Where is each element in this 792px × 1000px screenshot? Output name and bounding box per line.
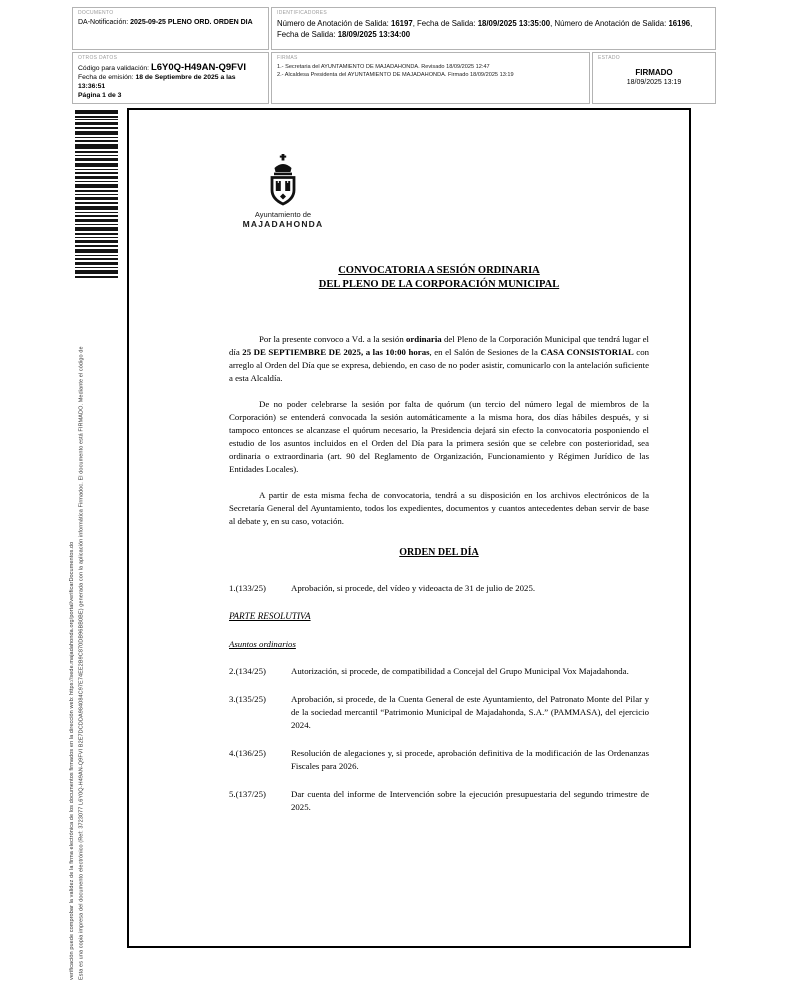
agenda-item-2 <box>229 665 649 678</box>
agenda-item-text: Aprobación, si procede, de la Cuenta General de este Ayuntamiento, del Patronato Monte del Pilar y de la sociedad mercantil “Patrimonio Municipal de Majadahonda, S.A.” (PAMMASA), del ejercicio 2024. <box>291 694 649 730</box>
orden-del-dia-heading <box>229 546 649 560</box>
agenda-item-text: Dar cuenta del informe de Intervención sobre la ejecución presupuestaria del segundo trimestre de 2025. <box>291 789 649 812</box>
documento-prefix: DA-Notificación: <box>78 19 131 26</box>
salida-date-2: 18/09/2025 13:34:00 <box>337 30 411 39</box>
disclaimer-line: verificación puede comprobar la validez de la firma electrónica de los documentos firmados en la dirección web: https://sede.majadahonda.org/portal/verificarDocumentos.do <box>69 541 75 980</box>
estado-label: ESTADO <box>598 55 620 61</box>
agenda-item-5 <box>229 788 649 814</box>
signature-line: 1.- Secretaria del AYUNTAMIENTO DE MAJADAHONDA. Revisado 18/09/2025 12:47 <box>277 64 490 70</box>
validation-code: L6Y0Q-H49AN-Q9FVI <box>150 62 246 73</box>
agenda-item-text: Resolución de alegaciones y, si procede, aprobación definitiva de la modificación de las Ordenanzas Fiscales para 2026. <box>291 748 649 771</box>
text-run: , en el Salón de Sesiones de la <box>429 347 541 357</box>
firmas-label: FIRMAS <box>277 55 298 61</box>
document-title-line1: CONVOCATORIA A SESIÓN ORDINARIA <box>338 265 540 276</box>
logo-text-line1: Ayuntamiento de <box>254 210 312 219</box>
paragraph-convocatoria <box>229 333 649 385</box>
agenda-item-3 <box>229 693 649 732</box>
logo-text-line2: MAJADAHONDA <box>242 219 324 229</box>
agenda-item-number: 4.(136/25) <box>229 748 266 758</box>
document-metadata-header <box>72 7 718 104</box>
identificadores-value <box>277 18 710 40</box>
orden-del-dia-heading-text: ORDEN DEL DÍA <box>399 547 479 558</box>
salida-number-1: 16197 <box>391 19 413 28</box>
paragraph-archivos: A partir de esta misma fecha de convocatoria, tendrá a su disposición en los archivos electrónicos de la Secretaría General del Ayuntamiento, todos los expedientes, documentos y cuantos antecedentes deban servir de base al debate y, en su caso, votación. <box>229 490 649 526</box>
status-datetime: 18/09/2025 13:19 <box>626 79 682 86</box>
otros-datos-cell <box>72 52 269 104</box>
signature-line: 2.- Alcaldesa Presidenta del AYUNTAMIENTO DE MAJADAHONDA. Firmado 18/09/2025 13:19 <box>277 72 514 78</box>
status-badge: FIRMADO <box>635 68 673 77</box>
barcode-icon <box>75 110 118 278</box>
session-datetime: 25 DE SEPTIEMBRE DE 2025, a las 10:00 horas <box>242 347 430 357</box>
salida-number-2: 16196 <box>668 19 691 28</box>
text-run: del Pleno de la Corporación Municipal que tendrá lugar el día <box>229 334 649 357</box>
agenda-item-number: 2.(134/25) <box>229 666 266 676</box>
emission-date-prefix: Fecha de emisión: <box>78 74 136 81</box>
firmas-cell <box>271 52 590 104</box>
session-type: ordinaria <box>406 334 442 344</box>
session-place: CASA CONSISTORIAL <box>540 347 634 357</box>
document-title <box>229 264 649 292</box>
ayuntamiento-logo <box>221 154 345 229</box>
agenda-item-text: Aprobación, si procede, del vídeo y videoacta de 31 de julio de 2025. <box>291 583 536 593</box>
text-run: con arreglo al Orden del Día que se expresa, debiendo, en caso de no poder asistir, comunicarlo con la antelación suficiente a esta Alcaldía. <box>229 347 650 383</box>
validation-code-prefix: Código para validación: <box>78 65 151 72</box>
agenda-item-1 <box>229 582 649 595</box>
barcode <box>75 110 118 278</box>
majadahonda-coat-of-arms-icon <box>263 154 303 206</box>
agenda-item-number: 1.(133/25) <box>229 583 266 593</box>
page-indicator: Página 1 de 3 <box>78 92 122 99</box>
identificadores-cell <box>271 7 716 50</box>
document-body <box>229 264 649 829</box>
text-run: Número de Anotación de Salida: <box>277 19 391 28</box>
agenda-item-4 <box>229 747 649 773</box>
disclaimer-line: Esta es una copia impresa del documento electrónico (Ref: 3723077 L6Y0Q-H49AN-Q9FVI B2E7DCDDA984084C97E74EE2B9C870DB96BB0BE) generada con la aplicación informática Firmadoc. El documento está FIRMADO. Mediante el código de <box>78 346 85 980</box>
documento-label: DOCUMENTO <box>78 10 114 16</box>
verification-disclaimer <box>61 285 87 980</box>
text-run: , Fecha de Salida: <box>412 19 478 28</box>
emission-date: 18 de Septiembre de 2025 a las 13:36:51 <box>78 74 236 90</box>
identificadores-label: IDENTIFICADORES <box>277 10 328 16</box>
section-heading-asuntos-ordinarios: Asuntos ordinarios <box>229 639 296 649</box>
text-run: , Número de Anotación de Salida: <box>550 19 669 28</box>
section-heading-parte-resolutiva: PARTE RESOLUTIVA <box>229 611 311 621</box>
otros-datos-label: OTROS DATOS <box>78 55 118 61</box>
emission-date-line <box>78 73 263 91</box>
agenda-item-number: 5.(137/25) <box>229 789 266 799</box>
agenda-item-text: Autorización, si procede, de compatibilidad a Concejal del Grupo Municipal Vox Majadahonda. <box>291 666 629 676</box>
documento-cell <box>72 7 269 50</box>
text-run: Por la presente convoco a Vd. a la sesión <box>259 334 406 344</box>
agenda-item-number: 3.(135/25) <box>229 694 266 704</box>
document-page-frame <box>127 108 691 948</box>
salida-date-1: 18/09/2025 13:35:00 <box>477 19 551 28</box>
documento-id: 2025-09-25 PLENO ORD. ORDEN DIA <box>130 19 253 26</box>
documento-value <box>78 18 263 28</box>
text-run: , Fecha de Salida: <box>277 19 693 39</box>
document-title-line2: DEL PLENO DE LA CORPORACIÓN MUNICIPAL <box>318 279 560 290</box>
validation-code-line <box>78 63 263 73</box>
estado-cell <box>592 52 716 104</box>
paragraph-quorum: De no poder celebrarse la sesión por falta de quórum (un tercio del número legal de miembros de la Corporación) se entenderá convocada la sesión automáticamente a la misma hora, dos días hábiles después, y si tampoco entonces se alcanzase el quórum necesario, la Presidencia dejará sin efecto la convocatoria posponiendo el estudio de los asuntos incluidos en el Orden del Día para la primera sesión que se celebre con posterioridad, sea ordinaria o extraordinaria (art. 90 del Reglamento de Organización, Funcionamiento y Régimen Jurídico de las Entidades Locales). <box>229 399 649 474</box>
